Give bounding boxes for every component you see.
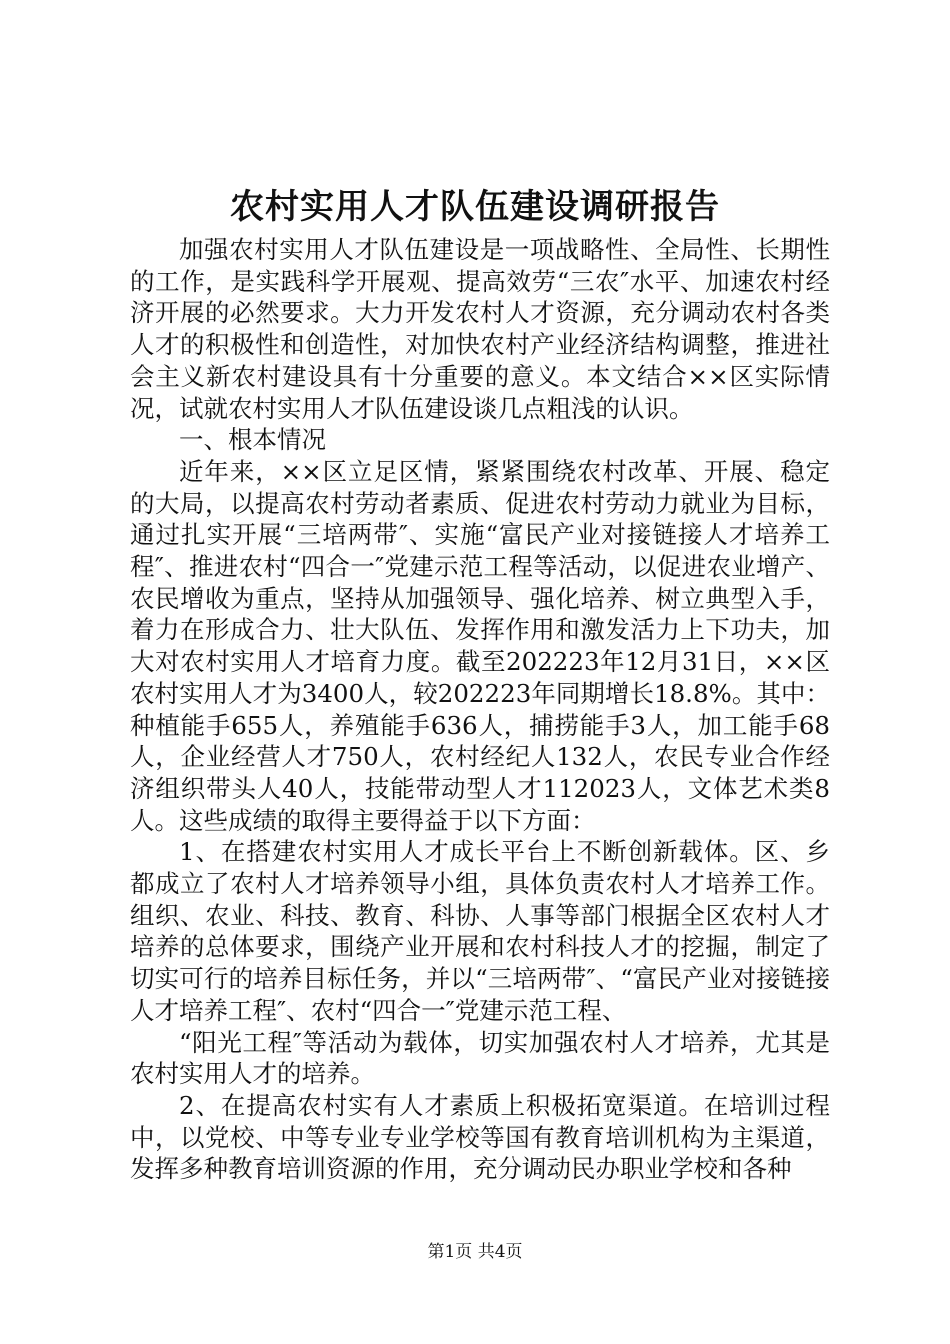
page-footer: 第1页 共4页 xyxy=(427,1242,523,1262)
document-body xyxy=(130,234,830,1185)
paragraph-point-1-continued: “阳光工程″等活动为载体，切实加强农村人才培养，尤其是农村实用人才的培养。 xyxy=(130,1027,830,1089)
section-heading-basic-situation: 一、根本情况 xyxy=(179,425,326,455)
document-title: 农村实用人才队伍建设调研报告 xyxy=(230,187,720,227)
paragraph-recent-years: 近年来，××区立足区情，紧紧围绕农村改革、开展、稳定的大局，以提高农村劳动者素质、促进农村劳动力就业为目标，通过扎实开展“三培两带″、实施“富民产业对接链接人才培养工程″、推进农村“四合一″党建示范工程等活动，以促进农业增产、农民增收为重点，坚持从加强领导、强化培养、树立典型入手，着力在形成合力、壮大队伍、发挥作用和激发活力上下功夫，加大对农村实用人才培育力度。截至202223年12月31日，××区农村实用人才为3400人，较202223年同期增长18.8%。其中：种植能手655人，养殖能手636人，捕捞能手3人，加工能手68人，企业经营人才750人，农村经纪人132人，农民专业合作经济组织带头人40人，技能带动型人才112023人，文体艺术类8人。这些成绩的取得主要得益于以下方面： xyxy=(130,456,830,835)
paragraph-point-1: 1、在搭建农村实用人才成长平台上不断创新载体。区、乡都成立了农村人才培养领导小组，具体负责农村人才培养工作。组织、农业、科技、教育、科协、人事等部门根据全区农村人才培养的总体要求，围绕产业开展和农村科技人才的挖掘，制定了切实可行的培养目标任务，并以“三培两带″、“富民产业对接链接人才培养工程″、农村“四合一″党建示范工程、 xyxy=(130,837,830,1025)
paragraph-point-2: 2、在提高农村实有人才素质上积极拓宽渠道。在培训过程中，以党校、中等专业专业学校等国有教育培训机构为主渠道，发挥多种教育培训资源的作用，充分调动民办职业学校和各种 xyxy=(130,1090,830,1184)
paragraph-intro: 加强农村实用人才队伍建设是一项战略性、全局性、长期性的工作，是实践科学开展观、提高效劳“三农″水平、加速农村经济开展的必然要求。大力开发农村人才资源，充分调动农村各类人才的积极性和创造性，对加快农村产业经济结构调整，推进社会主义新农村建设具有十分重要的意义。本文结合××区实际情况，试就农村实用人才队伍建设谈几点粗浅的认识。 xyxy=(130,235,830,423)
